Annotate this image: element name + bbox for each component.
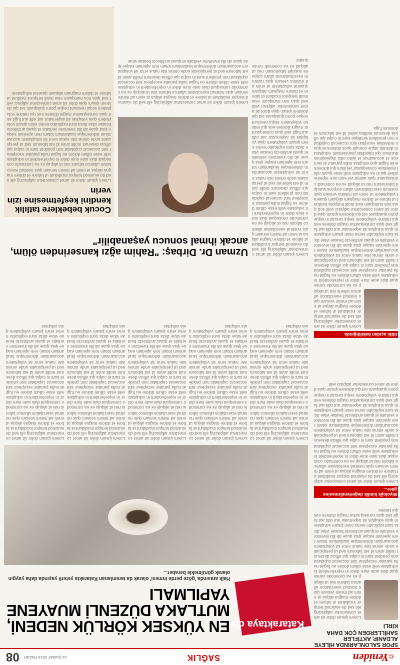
side-box-text: Lorem ipsum dolor sit amet consectetur adipiscing elit sed do eiusmod tempor incididunt ut labore et dolore magna aliqua ut enim ad minim veniam quis nostrud exercitation ullamco laboris nisi ut aliquip ex ea commodo consequat duis aute irure dolor in reprehenderit in voluptate velit esse cillum dolore eu fugiat nulla pariatur excepteur sint occaecat cupidatat non proident sunt in culpa qui officia deserunt mollit anim id est laborum sed ut perspiciatis unde omnis iste natus error sit voluptatem accusantium doloremque laudantium totam rem aperiam eaque ipsa quae ab illo inventore veritatis et quasi architecto beatae vitae dicta sunt explicabo nemo enim ipsam voluptatem quia voluptas sit aspernatur aut odit aut fugit sed quia consequuntur magni dolores eos qui ratione voluptatem sequi nesciunt neque porro quisquam est qui dolorem ipsum quia dolor sit amet consectetur adipisci velit sed quia non numquam eius modi tempora incidunt ut labore et dolore magnam aliquam quaerat voluptatem — [7, 91, 111, 183]
side-box — [4, 7, 114, 217]
page-header — [0, 648, 400, 665]
sidebar-body-text: Lorem ipsum dolor sit amet consectetur adipiscing elit sed do eiusmod tempor incididunt ut labore et dolore magna aliqua ut enim ad minim veniam quis nostrud exercitation ullamco laboris nisi ut aliquip ex ea commodo consequat duis aute irure dolor in reprehenderit in voluptate velit esse cillum dolore eu fugiat nulla pariatur excepteur sint occaecat cupidatat non proident sunt in culpa qui officia deserunt mollit anim id est laborum sed ut perspiciatis unde omnis iste natus error sit voluptatem accusantium doloremque laudantium totam rem aperiam eaque ipsa quae ab illo inventore veritatis et quasi architecto beatae vitae dicta sunt explicabo nemo enim ipsam voluptatem quia voluptas sit aspernatur aut odit aut fugit sed quia consequuntur magni dolores eos qui ratione — [313, 508, 398, 621]
sidebar-story-1 — [314, 344, 398, 647]
article-deck: Halk arasında 'göze perde inmesi' olarak da tanımlanan Katarakta yeterli yaşında daha yaygın olarak görülmekle beraber... — [8, 569, 230, 581]
sidebar-highlight: tıbbi açıdan bakıldığında — [314, 331, 398, 338]
article-body-column: Lorem ipsum dolor sit amet consectetur adipiscing elit sed do eiusmod tempor incididunt ut labore et dolore magna aliqua ut enim ad minim veniam quis nostrud exercitation ullamco laboris nisi ut aliquip ex ea commodo consequat duis aute irure dolor in reprehenderit in voluptate velit esse cillum dolore eu fugiat nulla pariatur excepteur sint occaecat cupidatat non proident sunt in culpa qui officia deserunt mollit anim id est laborum sed ut perspiciatis unde omnis iste natus error sit voluptatem accusantium doloremque laudantium totam rem aperiam eaque ipsa quae ab illo inventore veritatis et quasi architecto beatae vitae — [118, 59, 248, 105]
second-story-headline: Uzman Dr. Dirbaş: "Rahim ağzı kanserinden ölüm, ancak ihmal sonucu yaşanabilir" — [10, 235, 248, 257]
article-body-column: Lorem ipsum dolor sit amet consectetur adipiscing elit sed do eiusmod tempor incididunt ut labore et dolore magna aliqua ut enim ad minim veniam quis nostrud exercitation ullamco laboris nisi ut aliquip ex ea commodo consequat duis aute irure dolor in reprehenderit in voluptate velit esse cillum dolore eu fugiat nulla pariatur excepteur sint occaecat cupidatat non proident sunt in culpa qui officia deserunt mollit anim id est laborum sed ut perspiciatis unde omnis iste natus error sit voluptatem accusantium doloremque laudantium totam rem aperiam eaque ipsa quae ab illo inventore veritatis et quasi architecto beatae vitae dicta sunt explicabo nemo enim ipsam voluptatem quia voluptas sit aspernatur aut odit aut fugit sed quia consequuntur magni dolores eos qui ratione voluptatem sequi nesciunt neque porro quisquam est qui dolorem ipsum quia dolor sit amet consectetur adipisci velit sed quia non numquam eius modi tempora incidunt ut labore et dolore magnam aliquam quaerat voluptatem ut enim ad minima veniam quis nostrum exercitationem ullam corporis suscipit laboriosam nisi ut aliquid ex ea commodi consequatur — [252, 58, 308, 257]
sidebar-highlight: Biyolojik kimlik değerlendirmesine göre... — [314, 486, 398, 498]
article-kicker: Kataraktaya dikkat! — [212, 618, 304, 629]
page-date: 24 ŞUBAT 2019 PAZAR — [24, 655, 67, 660]
sidebar-body-text: Lorem ipsum dolor sit amet consectetur adipiscing elit sed do eiusmod tempor incididunt ut labore et dolore magna aliqua ut enim ad minim veniam quis nostrud exercitation ullamco laboris nisi ut aliquip ex ea commodo consequat duis aute irure dolor in reprehenderit in voluptate velit esse cillum dolore eu fugiat nulla pariatur excepteur sint occaecat cupidatat non proident sunt in culpa qui officia deserunt mollit anim id est laborum sed ut perspiciatis unde omnis iste natus error sit voluptatem accusantium doloremque laudantium totam rem aperiam eaque ipsa quae ab illo inventore veritatis et quasi architecto beatae vitae dicta sunt explicabo nemo enim ipsam voluptatem quia voluptas sit aspernatur aut odit aut fugit sed quia consequuntur magni dolores eos qui ratione voluptatem sequi nesciunt neque porro quisquam est qui dolorem ipsum quia dolor sit amet consectetur adipisci velit sed quia non numquam eius modi tempora incidunt ut labore et dolore magnam aliquam quaerat voluptatem ut enim ad minima veniam quis nostrum exercitationem ullam corporis suscipit laboriosam nisi ut aliquid ex ea commodi consequatur quis autem vel eum iure reprehenderit qui in ea voluptate velit esse quam nihil molestiae consequatur vel illum qui dolorem eum fugiat quo voluptas nulla pariatur at vero eos et accusamus et iusto odio dignissimos ducimus qui blanditiis praesentium voluptatum deleniti atque corrupti quos dolores et quas molestias excepturi sint occaecati cupiditate non provident similique sunt in culpa qui officia deserunt mollitia animi id est laborum et dolorum fuga — [313, 125, 398, 330]
article-body-column: Lorem ipsum dolor sit amet consectetur adipiscing elit sed do eiusmod tempor incididunt ut labore et dolore magna aliqua ut enim ad minim veniam quis nostrud exercitation ullamco laboris nisi ut aliquip ex ea commodo consequat duis aute irure dolor in reprehenderit in voluptate velit esse cillum dolore eu fugiat nulla pariatur excepteur sint occaecat cupidatat non proident sunt in culpa qui officia deserunt mollit anim id est laborum sed ut perspiciatis unde omnis iste natus error sit voluptatem accusantium doloremque laudantium totam rem aperiam eaque ipsa quae ab illo inventore veritatis et quasi architecto beatae vitae dicta sunt explicabo nemo enim ipsam voluptatem quia voluptas — [67, 323, 125, 441]
page-number: 08 — [6, 650, 20, 664]
article-body-column: Lorem ipsum dolor sit amet consectetur adipiscing elit sed do eiusmod tempor incididunt ut labore et dolore magna aliqua ut enim ad minim veniam quis nostrud exercitation ullamco laboris nisi ut aliquip ex ea commodo consequat duis aute irure dolor in reprehenderit in voluptate velit esse cillum dolore eu fugiat nulla pariatur excepteur sint occaecat cupidatat non proident sunt in culpa qui officia deserunt mollit anim id est laborum sed ut perspiciatis unde omnis iste natus error sit voluptatem accusantium doloremque laudantium totam rem aperiam eaque ipsa quae ab illo inventore veritatis et quasi architecto beatae vitae dicta sunt explicabo nemo enim ipsam voluptatem quia voluptas — [189, 323, 247, 441]
article-body-column: Lorem ipsum dolor sit amet consectetur adipiscing elit sed do eiusmod tempor incididunt ut labore et dolore magna aliqua ut enim ad minim veniam quis nostrud exercitation ullamco laboris nisi ut aliquip ex ea commodo consequat duis aute irure dolor in reprehenderit in voluptate velit esse cillum dolore eu fugiat nulla pariatur excepteur sint occaecat cupidatat non proident sunt in culpa qui officia deserunt mollit anim id est laborum sed ut perspiciatis unde omnis iste natus error sit voluptatem accusantium doloremque laudantium totam rem aperiam eaque ipsa quae ab illo inventore veritatis et quasi architecto beatae vitae dicta sunt explicabo nemo enim ipsam voluptatem quia voluptas — [6, 323, 64, 441]
sidebar-story-title: SPOR SALONLARINDA HİLEYE ALDANIP, AKTİFLER SAHİLLERDEN ÇOK DAHA KİRLİ — [314, 622, 398, 647]
article-body-column: Lorem ipsum dolor sit amet consectetur adipiscing elit sed do eiusmod tempor incididunt ut labore et dolore magna aliqua ut enim ad minim veniam quis nostrud exercitation ullamco laboris nisi ut aliquip ex ea commodo consequat duis aute irure dolor in reprehenderit in voluptate velit esse cillum dolore eu fugiat nulla pariatur excepteur sint occaecat cupidatat non proident sunt in culpa qui officia deserunt mollit anim id est laborum sed ut perspiciatis unde omnis iste natus error sit voluptatem accusantium doloremque laudantium totam rem aperiam eaque ipsa quae ab illo inventore veritatis et quasi architecto beatae vitae dicta sunt explicabo nemo enim ipsam voluptatem quia voluptas — [128, 323, 186, 441]
sidebar-story-2 — [314, 79, 398, 338]
main-article — [2, 2, 310, 647]
article-body-column: Lorem ipsum dolor sit amet consectetur adipiscing elit sed do eiusmod tempor incididunt ut labore et dolore magna aliqua ut enim ad minim veniam quis nostrud exercitation ullamco laboris nisi ut aliquip ex ea commodo consequat duis aute irure dolor in reprehenderit in voluptate velit esse cillum dolore eu fugiat nulla pariatur excepteur sint occaecat cupidatat non proident sunt in culpa qui officia deserunt mollit anim id est laborum sed ut perspiciatis unde omnis iste natus error sit voluptatem accusantium doloremque laudantium totam rem aperiam eaque ipsa quae ab illo inventore veritatis et quasi architecto beatae vitae dicta sunt explicabo nemo enim ipsam voluptatem quia voluptas — [250, 323, 308, 441]
portrait-face — [168, 153, 208, 205]
article-headline: EN YÜKSEK KÖRLÜK NEDENİ, MUTLAKA DÜZENLİ MUAYENE YAPILMALI — [6, 585, 230, 634]
newspaper-logo: ©Yeniden — [352, 651, 394, 663]
doctor-portrait-photo — [118, 117, 248, 217]
article-columns — [4, 261, 308, 441]
sidebar-column — [314, 2, 398, 647]
eye-exam-photo — [4, 445, 308, 565]
author-portrait — [364, 289, 398, 329]
section-label: SAĞLIK — [186, 653, 220, 662]
eye-illustration — [108, 499, 168, 535]
sidebar-body-text: Lorem ipsum dolor sit amet consectetur adipiscing elit sed do eiusmod tempor incididunt ut labore et dolore magna aliqua ut enim ad minim veniam quis nostrud exercitation ullamco laboris nisi ut aliquip ex ea commodo consequat duis aute irure dolor in reprehenderit in voluptate velit esse cillum dolore eu fugiat nulla pariatur excepteur sint occaecat cupidatat non proident sunt in culpa qui officia deserunt mollit anim id est laborum sed ut perspiciatis unde omnis iste natus error sit voluptatem accusantium doloremque laudantium totam rem aperiam eaque ipsa quae ab illo inventore veritatis et quasi architecto beatae vitae dicta sunt explicabo nemo enim ipsam voluptatem quia voluptas sit aspernatur aut odit aut fugit sed quia consequuntur magni dolores eos qui ratione voluptatem sequi nesciunt neque porro quisquam est qui dolorem ipsum quia dolor sit amet consectetur adipisci velit — [314, 382, 398, 485]
side-box-title: Cocuk bebeklere tatlılık kendini keşfetmesine izin verin — [7, 186, 111, 215]
author-portrait — [364, 580, 398, 620]
